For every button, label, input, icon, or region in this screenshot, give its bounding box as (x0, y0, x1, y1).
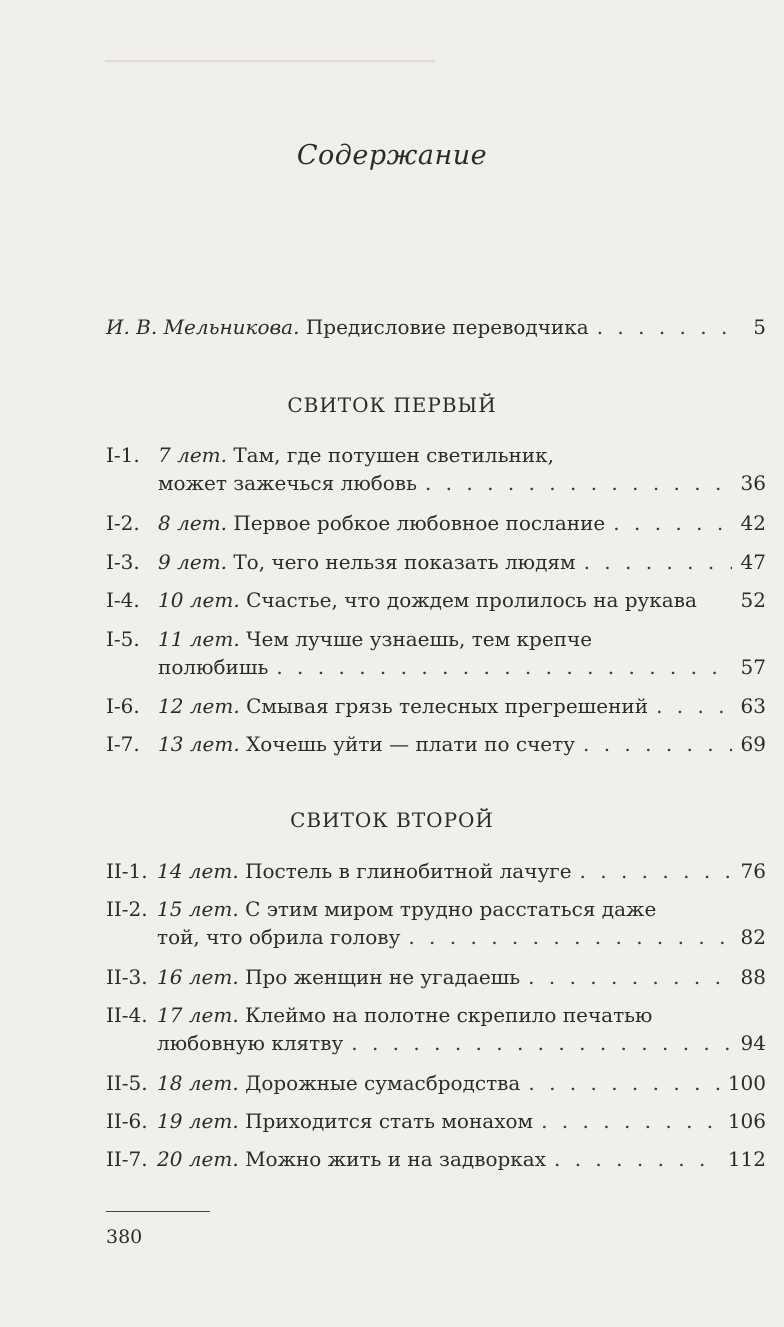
toc-entry (106, 895, 766, 951)
entry-years: 12 лет. (158, 694, 240, 718)
entry-years: 19 лет. (157, 1109, 239, 1133)
folio-page-number: 380 (106, 1226, 143, 1248)
leader-dots (528, 963, 732, 991)
leader-dots (613, 509, 732, 537)
page-number: 82 (740, 925, 766, 949)
leader-dots (584, 548, 732, 576)
entry-title: Счастье, что дождем пролилось на рукава (246, 588, 697, 612)
entry-title: Постель в глинобитной лачуге (245, 859, 572, 883)
entry-title-cont: полюбишь (158, 655, 269, 679)
preface-author: И. В. Мельникова. (106, 315, 300, 339)
leader-dots (528, 1069, 719, 1097)
entry-title: Хочешь уйти — плати по счету (246, 732, 575, 756)
toc-entry (106, 1069, 766, 1097)
entry-title-cont: любовную клятву (157, 1031, 344, 1055)
entry-years: 11 лет. (158, 627, 240, 651)
preface-title: Предисловие переводчика (305, 315, 589, 339)
entry-code: I-5. (106, 627, 140, 651)
entry-years: 13 лет. (158, 732, 240, 756)
toc-entry (106, 1145, 766, 1173)
toc-entry (106, 857, 766, 885)
page-number: 88 (740, 965, 766, 989)
toc-entry (106, 963, 766, 991)
entry-years: 17 лет. (157, 1003, 239, 1027)
toc-entry (106, 586, 766, 614)
entry-title: Можно жить и на задворках (245, 1147, 546, 1171)
entry-title: Смывая грязь телесных прегрешений (246, 694, 649, 718)
leader-dots (656, 692, 732, 720)
page-number: 69 (740, 732, 766, 756)
entry-code: I-2. (106, 511, 140, 535)
entry-years: 16 лет. (157, 965, 239, 989)
toc-entry (106, 441, 766, 497)
entry-years: 15 лет. (157, 897, 239, 921)
page-number: 94 (740, 1031, 766, 1055)
page-number: 100 (727, 1071, 766, 1095)
page-number: 112 (727, 1147, 766, 1171)
entry-code: II-4. (106, 1003, 148, 1027)
page-number: 47 (740, 550, 766, 574)
section-heading-scroll-1: СВИТОК ПЕРВЫЙ (287, 393, 497, 417)
entry-code: II-1. (106, 859, 148, 883)
leader-dots (583, 730, 732, 758)
page-number: 76 (740, 859, 766, 883)
entry-title-cont: той, что обрила голову (157, 925, 401, 949)
page-number: 57 (740, 655, 766, 679)
entry-code: II-6. (106, 1109, 148, 1133)
entry-years: 18 лет. (157, 1071, 239, 1095)
entry-code: II-5. (106, 1071, 148, 1095)
page-title: Содержание (296, 140, 488, 171)
entry-code: II-3. (106, 965, 148, 989)
toc-entry (106, 509, 766, 537)
leader-dots (425, 469, 732, 497)
leader-dots (541, 1107, 720, 1135)
page-number: 63 (740, 694, 766, 718)
entry-code: I-3. (106, 550, 140, 574)
entry-title: Дорожные сумасбродства (245, 1071, 521, 1095)
page-number: 5 (753, 315, 766, 339)
entry-code: I-6. (106, 694, 140, 718)
entry-title: Клеймо на полотне скрепило печатью (245, 1003, 653, 1027)
entry-code: II-7. (106, 1147, 148, 1171)
toc-entry (106, 1107, 766, 1135)
toc-entry (106, 1001, 766, 1057)
toc-entry (106, 692, 766, 720)
entry-years: 8 лет. (158, 511, 227, 535)
leader-dots (351, 1029, 732, 1057)
entry-years: 7 лет. (158, 443, 227, 467)
page-number: 42 (740, 511, 766, 535)
toc-entry (106, 625, 766, 681)
section-heading-scroll-2: СВИТОК ВТОРОЙ (290, 808, 494, 832)
page-number: 52 (740, 588, 766, 612)
page-number: 36 (740, 471, 766, 495)
bleed-through-line (105, 60, 435, 62)
entry-title: Приходится стать монахом (245, 1109, 534, 1133)
leader-dots (408, 923, 732, 951)
leader-dots (597, 313, 732, 341)
page-number: 106 (727, 1109, 766, 1133)
entry-title: Чем лучше узнаешь, тем крепче (246, 627, 593, 651)
entry-years: 9 лет. (158, 550, 227, 574)
entry-code: II-2. (106, 897, 148, 921)
entry-years: 10 лет. (158, 588, 240, 612)
leader-dots (276, 653, 732, 681)
entry-title: Там, где потушен светильник, (233, 443, 554, 467)
toc-entry (106, 548, 766, 576)
entry-title: Первое робкое любовное послание (233, 511, 606, 535)
entry-title: С этим миром трудно расстаться даже (245, 897, 657, 921)
entry-title: Про женщин не угадаешь (245, 965, 521, 989)
toc-entry-preface (106, 313, 766, 341)
entry-years: 20 лет. (157, 1147, 239, 1171)
leader-dots (580, 857, 732, 885)
entry-code: I-7. (106, 732, 140, 756)
footnote-rule (106, 1211, 210, 1212)
entry-code: I-4. (106, 588, 140, 612)
entry-code: I-1. (106, 443, 140, 467)
entry-title: То, чего нельзя показать людям (233, 550, 576, 574)
entry-years: 14 лет. (157, 859, 239, 883)
entry-title-cont: может зажечься любовь (158, 471, 417, 495)
leader-dots (554, 1145, 720, 1173)
toc-entry (106, 730, 766, 758)
